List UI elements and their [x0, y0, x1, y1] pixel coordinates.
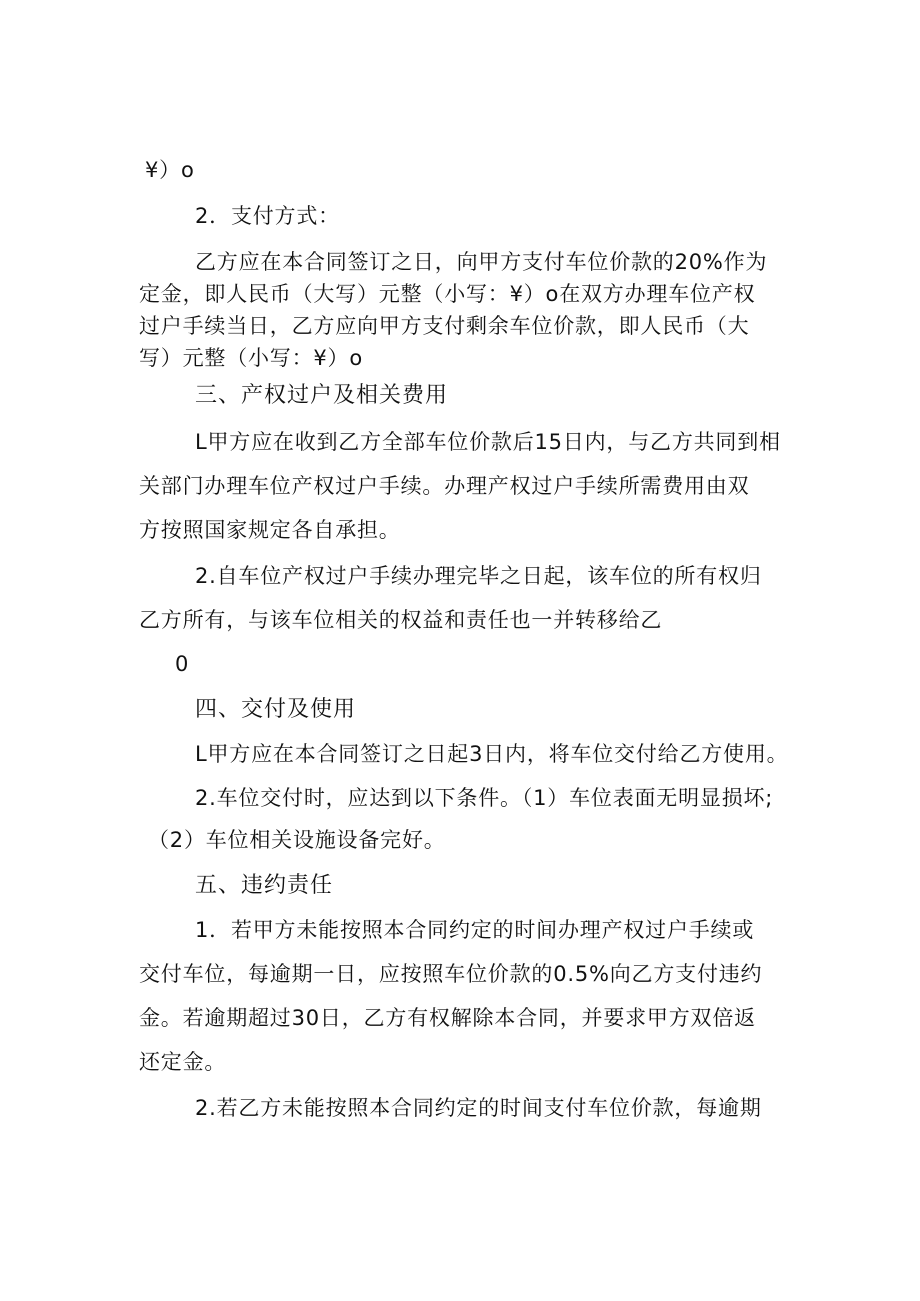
body-line: 1．若甲方未能按照本合同约定的时间办理产权过户手续或: [195, 918, 755, 942]
body-line: 金。若逾期超过30日，乙方有权解除本合同，并要求甲方双倍返: [139, 1006, 756, 1030]
body-line: L甲方应在收到乙方全部车位价款后15日内，与乙方共同到相: [195, 430, 781, 454]
body-line: 2.若乙方未能按照本合同约定的时间支付车位价款，每逾期: [195, 1096, 762, 1120]
body-line: 定金，即人民币（大写）元整（小写：¥）o在双方办理车位产权: [139, 282, 756, 306]
body-line: 关部门办理车位产权过户手续。办理产权过户手续所需费用由双: [139, 474, 750, 498]
section-heading: 五、违约责任: [195, 873, 334, 898]
body-line: 0: [175, 652, 190, 676]
body-line: 方按照国家规定各自承担。: [139, 518, 401, 542]
body-line: 交付车位，每逾期一日，应按照车位价款的0.5%向乙方支付违约: [139, 962, 763, 986]
section-heading: 三、产权过户及相关费用: [195, 383, 449, 408]
body-line: 2.车位交付时，应达到以下条件。（1）车位表面无明显损坏;: [195, 786, 774, 810]
body-line: 乙方所有，与该车位相关的权益和责任也一并转移给乙: [139, 608, 663, 632]
clause-heading: 2．支付方式：: [195, 204, 340, 228]
body-line: ¥）o: [145, 158, 195, 182]
body-line: 过户手续当日，乙方应向甲方支付剩余车位价款，即人民币（大: [139, 314, 750, 338]
body-line: （2）车位相关设施设备完好。: [148, 828, 446, 852]
body-line: 还定金。: [139, 1050, 227, 1074]
body-line: 写）元整（小写：¥）o: [139, 346, 364, 370]
body-line: 2.自车位产权过户手续办理完毕之日起，该车位的所有权归: [195, 564, 762, 588]
section-heading: 四、交付及使用: [195, 697, 357, 722]
body-line: 乙方应在本合同签订之日，向甲方支付车位价款的20%作为: [195, 250, 768, 274]
body-line: L甲方应在本合同签订之日起3日内，将车位交付给乙方使用。: [195, 742, 789, 766]
